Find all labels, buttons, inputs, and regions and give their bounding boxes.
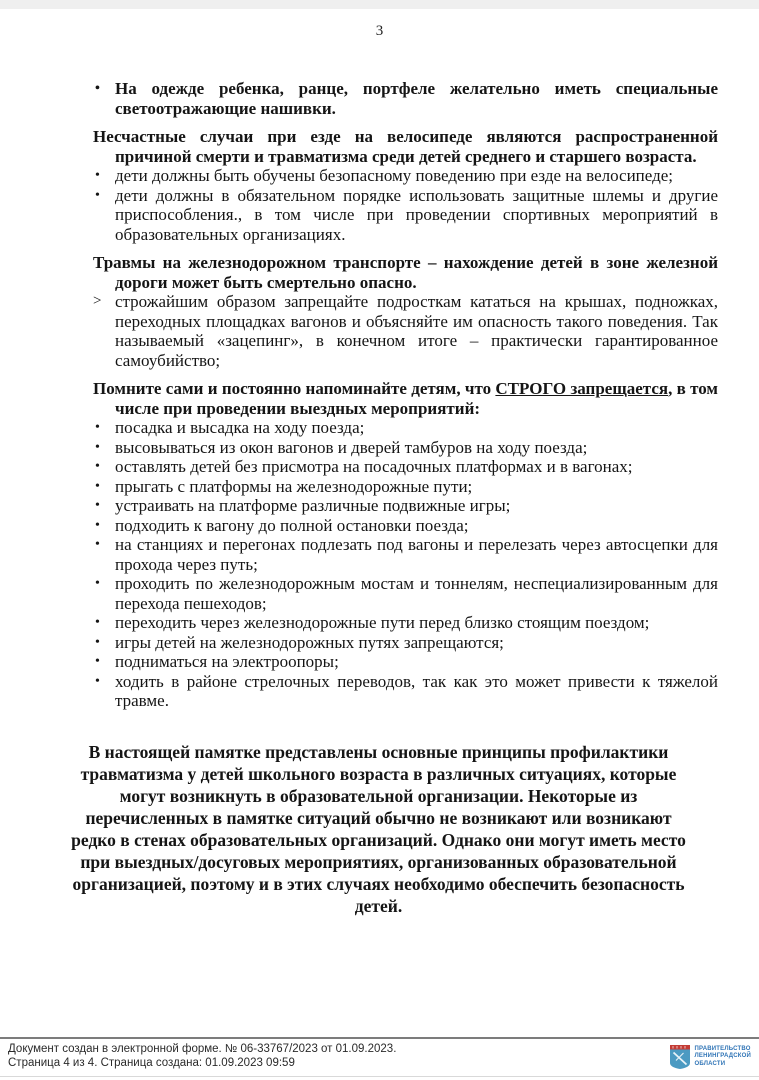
list-item: • проходить по железнодорожным мостам и тоннелям, неспециализированным для перехода пешеходов; xyxy=(95,574,718,613)
railway-section-heading: Травмы на железнодорожном транспорте – нахождение детей в зоне железной дороги может быть смертельно опасно. xyxy=(93,253,718,292)
list-item: • высовываться из окон вагонов и дверей тамбуров на ходу поезда; xyxy=(95,437,588,457)
bicycle-section-heading: Несчастные случаи при езде на велосипеде являются распространенной причиной смерти и травматизма среди детей среднего и старшего возраста. xyxy=(93,127,718,166)
bullet-icon: • xyxy=(95,168,100,183)
bullet-icon: • xyxy=(95,673,100,689)
list-item: • подходить к вагону до полной остановки поезда; xyxy=(95,515,469,535)
list-item: • на станциях и перегонах подлезать под вагоны и перелезать через автосцепки для прохода через путь; xyxy=(95,535,718,574)
list-item: • дети должны в обязательном порядке использовать защитные шлемы и другие приспособления., в том числе при проведении спортивных мероприятий в образовательных организациях. xyxy=(95,185,718,244)
list-item: • На одежде ребенка, ранце, портфеле желательно иметь специальные светоотражающие нашивки. xyxy=(95,79,718,118)
viewer-top-strip xyxy=(0,0,759,9)
lenoblast-government-logo xyxy=(669,1044,751,1070)
list-item: • игры детей на железнодорожных путях запрещаются; xyxy=(95,632,504,652)
closing-summary-paragraph: В настоящей памятке представлены основные принципы профилактики травматизма у детей школьного возраста в различных ситуациях, которые могут возникнуть в образовательной организации. Некоторые из перечисленных в памятке ситуаций обычно не возникают или возникают редко в стенах образовательных организаций. Однако они могут иметь место при выездных/досуговых мероприятиях, организованных образовательной организацией, поэтому и в этих случаях необходимо обеспечить безопасность детей. xyxy=(71,741,686,916)
forbidden-actions-list xyxy=(93,418,718,711)
list-item: • переходить через железнодорожные пути перед близко стоящим поездом; xyxy=(95,613,650,632)
bullet-icon: • xyxy=(95,420,100,435)
reflective-patches-list xyxy=(93,79,718,118)
list-item: • дети должны быть обучены безопасному поведению при езде на велосипеде; xyxy=(95,166,674,185)
list-item: • прыгать с платформы на железнодорожные пути; xyxy=(95,476,473,496)
railway-warning-text: строжайшим образом запрещайте подросткам кататься на крышах, подножках, переходных площадках вагонов и объясняйте им опасность такого поведения. Так называемый «зацепинг», в конечном итоге – практически гарантированное самоубийство; xyxy=(115,292,718,370)
list-item: • подниматься на электроопоры; xyxy=(95,652,339,671)
lenoblast-crest-icon xyxy=(669,1044,691,1070)
bullet-icon: • xyxy=(95,459,100,474)
list-item: • устраивать на платформе различные подвижные игры; xyxy=(95,496,511,515)
heading-underlined: СТРОГО запрещается xyxy=(495,379,669,398)
bullet-icon: • xyxy=(95,498,100,513)
bicycle-rules-list xyxy=(93,166,718,244)
bullet-icon: • xyxy=(95,634,100,650)
bullet-icon: • xyxy=(95,654,100,669)
bullet-icon: • xyxy=(95,478,100,494)
page-number: 3 xyxy=(375,23,384,39)
bullet-icon: • xyxy=(95,576,100,591)
heading-prefix: Помните сами и постоянно напоминайте детям, что xyxy=(93,379,496,398)
logo-caption: ПРАВИТЕЛЬСТВО ЛЕНИНГРАДСКОЙ ОБЛАСТИ xyxy=(694,1045,751,1067)
document-body xyxy=(0,39,759,917)
railway-warning-item xyxy=(93,292,718,370)
bullet-icon: • xyxy=(95,81,100,96)
bullet-icon: • xyxy=(95,517,100,533)
footer-meta xyxy=(8,1043,396,1070)
bullet-icon: • xyxy=(95,187,100,203)
list-item: • оставлять детей без присмотра на посадочных платформах и в вагонах; xyxy=(95,457,633,476)
heading-suffix: , в том числе при проведении выездных мероприятий: xyxy=(115,379,718,418)
bullet-icon: • xyxy=(95,439,100,455)
list-item: • ходить в районе стрелочных переводов, так как это может привести к тяжелой травме. xyxy=(95,671,718,710)
footer-page-info: Страница 4 из 4. Страница создана: 01.09.2023 09:59 xyxy=(8,1056,295,1069)
strictly-forbidden-heading xyxy=(93,379,718,418)
bullet-icon: • xyxy=(95,537,100,552)
bullet-icon: • xyxy=(95,615,100,630)
footer-doc-info: Документ создан в электронной форме. № 06-33767/2023 от 01.09.2023. xyxy=(8,1043,397,1055)
edocument-footer xyxy=(0,1037,759,1077)
list-item: • посадка и высадка на ходу поезда; xyxy=(95,418,365,437)
arrow-icon: > xyxy=(93,293,102,309)
